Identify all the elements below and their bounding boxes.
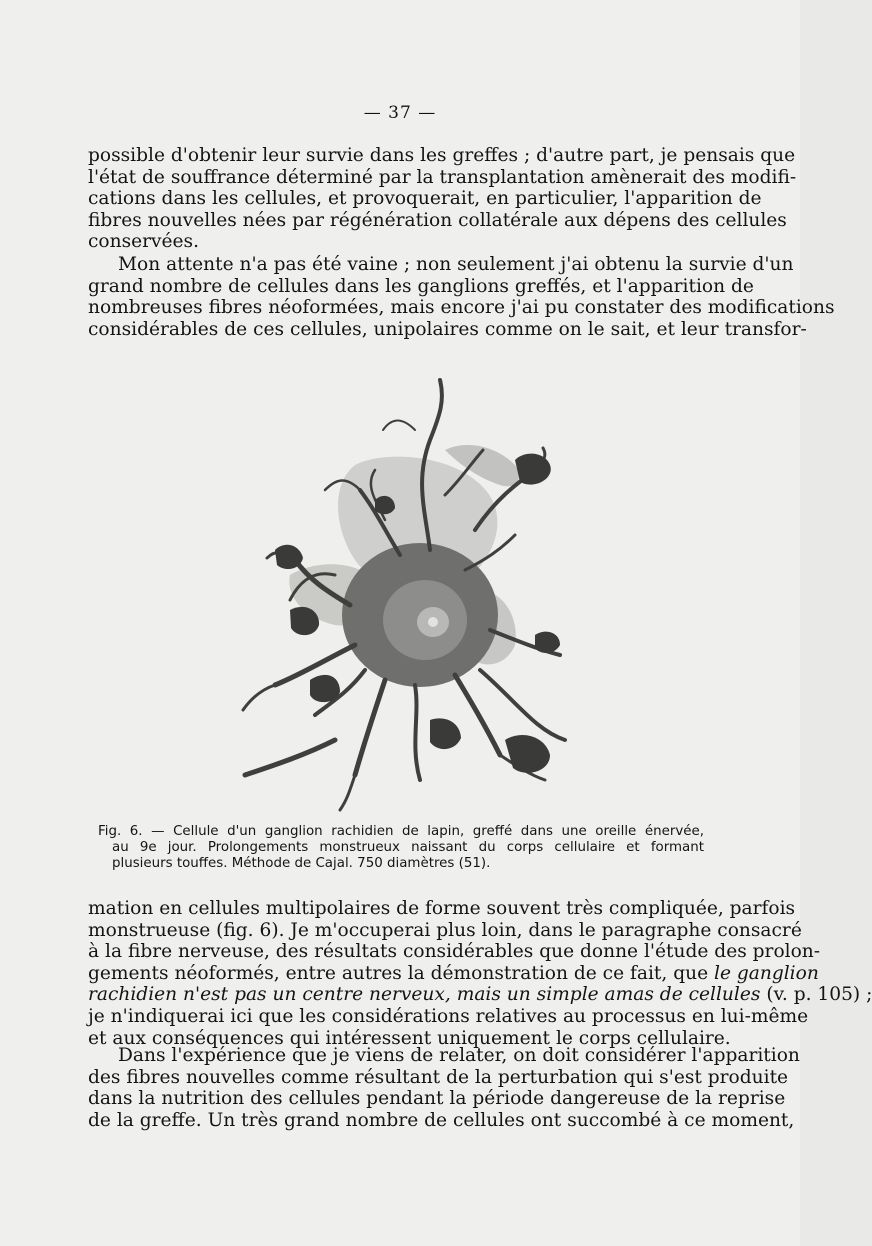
text-line: possible d'obtenir leur survie dans les greffes ; d'autre part, je pensais que [88, 145, 796, 166]
figure-ganglion-cell [215, 370, 595, 815]
text-line: cations dans les cellules, et provoquerait, en particulier, l'apparition de [88, 188, 762, 210]
caption-line: plusieurs touffes. Méthode de Cajal. 750 diamètres (51). [112, 856, 491, 871]
paragraph-3 [88, 898, 872, 1049]
text-line: je n'indiquerai ici que les considérations relatives au processus en lui-même [88, 1005, 809, 1027]
text-run: (v. p. 105) ; [766, 984, 872, 1006]
paragraph-4 [88, 1045, 800, 1131]
page-number: — 37 — [363, 103, 437, 123]
text-line: l'état de souffrance déterminé par la transplantation amènerait des modifi- [88, 166, 797, 188]
paragraph-2 [88, 254, 835, 340]
text-line: nombreuses fibres néoformées, mais encore j'ai pu constater des modifications [88, 297, 835, 319]
ganglion-cell-illustration [215, 370, 595, 815]
italic-text: le ganglion [714, 962, 819, 984]
text-run: gements néoformés, entre autres la démonstration de ce fait, que [88, 962, 709, 984]
caption-line: au 9e jour. Prolongements monstrueux naissant du corps cellulaire et formant [112, 840, 704, 855]
text-line: fibres nouvelles nées par régénération collatérale aux dépens des cellules [88, 209, 787, 231]
text-line: mation en cellules multipolaires de forme souvent très compliquée, parfois [88, 898, 796, 919]
figure-caption [98, 824, 704, 872]
text-line: monstrueuse (fig. 6). Je m'occuperai plus loin, dans le paragraphe consacré [88, 919, 802, 941]
paragraph-1 [88, 145, 797, 253]
text-line: à la fibre nerveuse, des résultats considérables que donne l'étude des prolon- [88, 941, 821, 963]
text-line: et aux conséquences qui intéressent uniquement le corps cellulaire. [88, 1027, 731, 1049]
italic-text: rachidien n'est pas un centre nerveux, mais un simple amas de cellules [88, 984, 761, 1006]
text-line: conservées. [88, 231, 199, 253]
caption-line: Fig. 6. — Cellule d'un ganglion rachidien de lapin, greffé dans une oreille énervée, [98, 824, 704, 839]
text-line: Dans l'expérience que je viens de relater, on doit considérer l'apparition [118, 1045, 800, 1066]
text-line [88, 984, 872, 1006]
text-line [88, 962, 819, 985]
text-line: considérables de ces cellules, unipolaires comme on le sait, et leur transfor- [88, 318, 807, 340]
text-line: Mon attente n'a pas été vaine ; non seulement j'ai obtenu la survie d'un [118, 254, 794, 275]
text-line: grand nombre de cellules dans les ganglions greffés, et l'apparition de [88, 275, 754, 297]
text-line: de la greffe. Un très grand nombre de cellules ont succombé à ce moment, [88, 1109, 795, 1131]
text-line: des fibres nouvelles comme résultant de la perturbation qui s'est produite [88, 1066, 789, 1088]
text-line: dans la nutrition des cellules pendant la période dangereuse de la reprise [88, 1088, 786, 1110]
